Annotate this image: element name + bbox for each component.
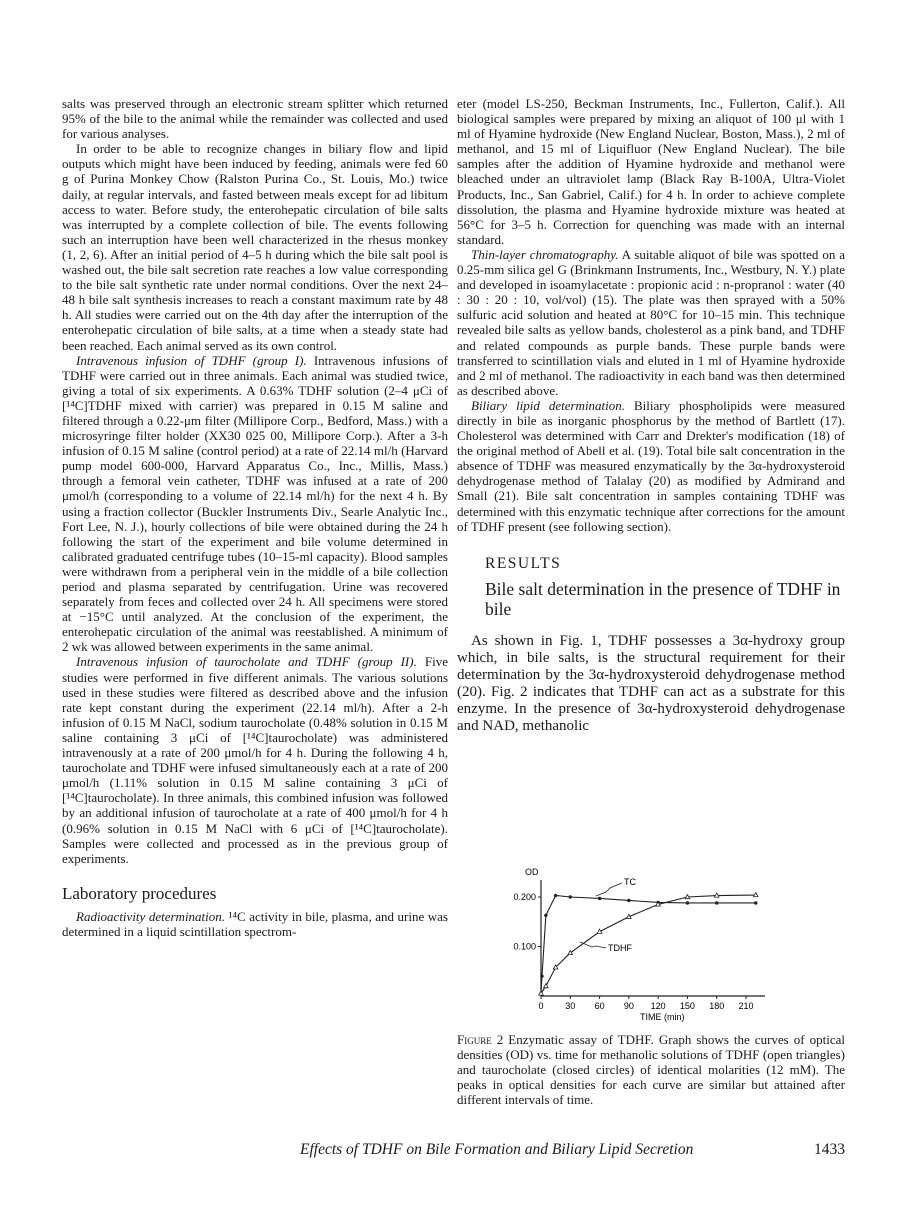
tc-leader-line — [596, 883, 622, 896]
x-tick-label: 60 — [594, 1001, 605, 1011]
data-point-tdhf — [568, 950, 573, 954]
chart-svg — [500, 855, 800, 1030]
paragraph-text: A suitable aliquot of bile was spotted on a 0.25-mm silica gel G (Brinkmann Instruments, Inc., Westbury, N. Y.) plate and developed in isoamylacetate : propionic acid : n-propranol : water (40 : 30 : 20 : 10, vol/vol) (15). The plate was then sprayed with a 50% sulfuric acid solution and heated at 80°C for 10–15 min. This technique revealed bile salts as yellow bands, cholesterol as a pink band, and TDHF and related compounds as purple bands. These purple bands were transferred to scintillation vials and eluted in 1 ml of Hyamine hydroxide and 2 ml of methanol. The radioactivity in each band was then determined as described above. — [457, 246, 845, 398]
data-point-tc — [686, 901, 689, 904]
results-subheading: Bile salt determination in the presence of TDHF in bile — [485, 578, 841, 619]
x-axis-label: TIME (min) — [640, 1012, 685, 1022]
data-point-tc — [554, 894, 557, 897]
paragraph-lead: Intravenous infusion of TDHF (group I). — [76, 352, 307, 368]
paragraph-text: Five studies were performed in five different animals. The various solutions used in these studies were filtered as described above and the infusion rate kept constant during the experiment (22.14 ml/h). After a 2-h infusion of 0.15 M NaCl, sodium taurocholate (0.48% solution in 0.15 M saline containing 3 μCi of [¹⁴C]taurocholate) was administered intravenously at a rate of 200 μmol/h for 4 h. During the following 4 h, taurocholate and TDHF were infused simultaneously each at a rate of 200 μmol/h (1.11% solution in 0.15 M saline containing 3 μCi of [¹⁴C]taurocholate). In three animals, this combined infusion was followed by an additional infusion of taurocholate at a rate of 400 μmol/h for 4 h (0.96% solution in 0.15 M NaCl with 6 μCi of [¹⁴C]taurocholate). Samples were collected and processed as in the previous group of experiments. — [62, 654, 448, 866]
paragraph-text: ¹⁴C activity in bile, plasma, and urine was determined in a liquid scintillation spectrom- — [62, 908, 448, 939]
x-tick-label: 0 — [538, 1001, 544, 1011]
paragraph — [62, 353, 448, 655]
paragraph: In order to be able to recognize changes in biliary flow and lipid outputs which might have been induced by feeding, animals were fed 60 g of Purina Monkey Chow (Ralston Purina Co., St. Louis, Mo.) twice daily, at regular intervals, and fasted between meals except for ad libitum access to water. Before study, the enterohepatic circulation of bile salts was interrupted by a complete collection of bile. The events following such an interruption have been well characterized in the rhesus monkey (1, 2, 6). After an initial period of 4–5 h during which the bile salt pool is washed out, the bile salt secretion rate reaches a low value corresponding to the bile salt synthetic rate under normal conditions. Over the next 24–48 h bile salt synthesis increases to reach a constant maximum rate by 48 h. All studies were carried out on the 4th day after the interruption of the enterohepatic circulation of bile salts, at a time when a steady state had been reached. Each animal served as its own control. — [62, 141, 448, 353]
running-title: Effects of TDHF on Bile Formation and Biliary Lipid Secretion — [300, 1141, 694, 1158]
x-tick-label: 180 — [709, 1001, 725, 1011]
paragraph — [62, 909, 448, 939]
data-point-tc — [715, 901, 718, 904]
y-tick-label: 0.100 — [513, 941, 536, 952]
paragraph: As shown in Fig. 1, TDHF possesses a 3α-hydroxy group which, in bile salts, is the structural requirement for their determination by the 3α-hydroxysteroid dehydrogenase method (20). Fig. 2 indicates that TDHF can act as a substrate for this enzyme. In the presence of 3α-hydroxysteroid dehydrogenase and NAD, methanolic — [457, 632, 845, 734]
data-point-tc — [754, 901, 757, 904]
paragraph-lead: Thin-layer chromatography. — [471, 246, 619, 262]
x-tick-label: 210 — [738, 1001, 754, 1011]
chart-marks — [539, 883, 758, 995]
paragraph — [457, 247, 845, 398]
paragraph: eter (model LS-250, Beckman Instruments, Inc., Fullerton, Calif.). All biological samples were prepared by mixing an aliquot of 100 μl with 1 ml of Hyamine hydroxide (New England Nuclear, Boston, Mass.), 2 ml of methanol, and 15 ml of Liquifluor (New England Nuclear). The bile samples after the addition of Hyamine hydroxide and methanol were bleached under an ultraviolet lamp (Black Ray B-100A, Ultra-Violet Products, Inc., San Gabriel, Calif.) for 4 h. In order to achieve complete dissolution, the plasma and Hyamine hydroxide mixture was heated at 56°C for 3–5 h. Correction for quenching was made with an internal standard. — [457, 96, 845, 247]
paragraph: salts was preserved through an electronic stream splitter which returned 95% of the bile to the animal while the remainder was collected and used for various analyses. — [62, 96, 448, 142]
y-axis-label: OD — [525, 867, 539, 877]
caption-text: Enzymatic assay of TDHF. Graph shows the curves of optical densities (OD) vs. time for methanolic solutions of TDHF (open triangles) and taurocholate (closed circles) of identical molarities (12 mM). The peaks in optical densities for each curve are similar but attained after different intervals of time. — [457, 1032, 845, 1108]
paragraph-text: Intravenous infusions of TDHF were carried out in three animals. Each animal was studied twice, giving a total of six experiments. A 0.63% TDHF solution (2–4 μCi of [¹⁴C]TDHF mixed with carrier) was prepared in 0.15 M saline and filtered through a 0.22-μm filter (Millipore Corp., Bedford, Mass.) with a microsyringe filter holder (XX30 025 00, Millipore Corp.). After a 3-h infusion of 0.15 M saline (control period) at a rate of 22.14 ml/h (Harvard pump model 600-000, Harvard Apparatus Co., Inc., Millis, Mass.) through a femoral vein catheter, TDHF was infused at a rate of 200 μmol/h (corresponding to a volume of 22.14 ml/h) for the next 4 h. By using a fraction collector (Buckler Instruments Div., Searle Analytic Inc., Fort Lee, N. J.), hourly collections of bile were obtained during the 24 h following the start of the experiment and bile volume determined in calibrated graduated centrifuge tubes (10–15-ml capacity). Blood samples were withdrawn from a peripheral vein in the middle of a bile collection period and plasma separated by centrifugation. Urine was recovered separately from feces and collected over 24 h. All specimens were stored at −15°C until analyzed. At the conclusion of the experiment, the enterohepatic circulation of the animal was reestablished. A minimum of 2 wk was allowed between experiments in the same animal. — [62, 352, 448, 655]
data-point-tc — [540, 975, 543, 978]
data-point-tc — [569, 895, 572, 898]
page-footer — [300, 1141, 845, 1159]
figure-2-chart — [500, 855, 800, 1030]
series-line-tc — [541, 896, 756, 994]
chart-axes — [513, 880, 765, 1011]
paragraph-text: Biliary phospholipids were measured directly in bile as inorganic phosphorus by the method of Bartlett (17). Cholesterol was determined with Carr and Drekter's modification (18) of the original method of Abell et al. (19). Total bile salt concentration in the absence of TDHF was measured enzymatically by the 3α-hydroxysteroid dehydrogenase method of Talalay (20) as modified by Admirand and Small (21). Bile salt concentration in samples containing TDHF was determined with this enzymatic technique after corrections for the amount of TDHF present (see following section). — [457, 397, 845, 534]
page-number: 1433 — [814, 1141, 845, 1158]
figure-label: Figure 2 — [457, 1032, 504, 1047]
paragraph — [62, 654, 448, 865]
y-tick-label: 0.200 — [513, 892, 536, 902]
data-point-tdhf — [544, 984, 549, 988]
paragraph — [457, 398, 845, 534]
data-point-tc — [598, 897, 601, 900]
data-point-tc — [544, 914, 547, 917]
paragraph-lead: Intravenous infusion of taurocholate and TDHF (group II). — [76, 654, 417, 670]
x-tick-label: 150 — [679, 1001, 695, 1011]
series-line-tdhf — [541, 895, 756, 994]
x-tick-label: 120 — [650, 1001, 666, 1011]
results-heading: RESULTS — [485, 554, 562, 572]
data-point-tc — [627, 899, 630, 902]
series-label-tc: TC — [624, 877, 636, 887]
x-tick-label: 90 — [623, 1001, 634, 1011]
section-heading: Laboratory procedures — [62, 883, 217, 903]
paragraph-lead: Radioactivity determination. — [76, 908, 226, 924]
right-column — [457, 96, 845, 735]
series-label-tdhf: TDHF — [608, 943, 632, 953]
left-column — [62, 96, 448, 939]
paragraph-lead: Biliary lipid determination. — [471, 397, 626, 413]
figure-caption — [457, 1032, 845, 1107]
x-tick-label: 30 — [565, 1001, 576, 1011]
